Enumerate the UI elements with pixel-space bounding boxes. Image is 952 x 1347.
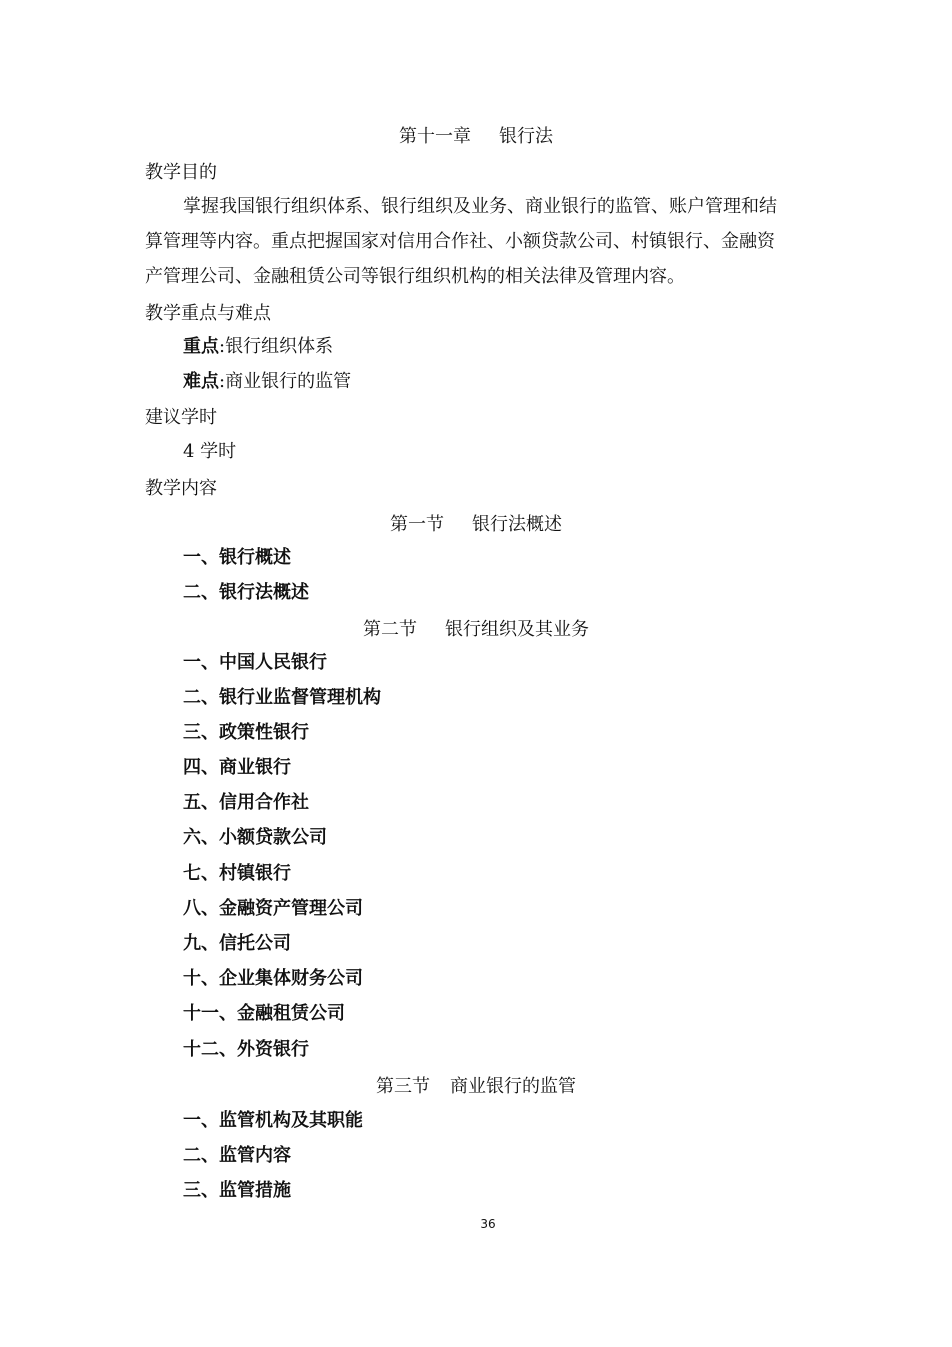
chapter-title bbox=[0, 125, 952, 149]
section-1-title bbox=[0, 513, 952, 537]
content-heading: 教学内容 bbox=[145, 478, 217, 499]
difficulty-text: :商业银行的监管 bbox=[219, 371, 352, 392]
section-2-item: 一、中国人民银行 bbox=[183, 652, 327, 673]
focus-text: :银行组织体系 bbox=[219, 336, 334, 357]
section-2-item: 二、银行业监督管理机构 bbox=[183, 687, 381, 708]
section-1-item: 二、银行法概述 bbox=[183, 582, 309, 603]
section-2-item: 四、商业银行 bbox=[183, 757, 291, 778]
difficulty-line bbox=[183, 370, 351, 394]
section-2-item: 九、信托公司 bbox=[183, 933, 291, 954]
section-3-item: 二、监管内容 bbox=[183, 1145, 291, 1166]
chapter-name: 银行法 bbox=[499, 126, 553, 147]
section-2-item: 六、小额贷款公司 bbox=[183, 827, 327, 848]
chapter-number: 第十一章 bbox=[399, 126, 471, 147]
objectives-paragraph-line-1: 掌握我国银行组织体系、银行组织及业务、商业银行的监管、账户管理和结 bbox=[183, 196, 777, 217]
section-3-item: 三、监管措施 bbox=[183, 1180, 291, 1201]
section-1-item: 一、银行概述 bbox=[183, 547, 291, 568]
section-1-number: 第一节 bbox=[390, 514, 444, 535]
objectives-heading: 教学目的 bbox=[145, 162, 217, 183]
section-2-title bbox=[0, 618, 952, 642]
objectives-paragraph-line-3: 产管理公司、金融租赁公司等银行组织机构的相关法律及管理内容。 bbox=[145, 266, 685, 287]
hours-value: 4 学时 bbox=[183, 441, 237, 462]
hours-heading: 建议学时 bbox=[145, 407, 217, 428]
section-2-item: 十、企业集体财务公司 bbox=[183, 968, 363, 989]
section-2-number: 第二节 bbox=[363, 619, 417, 640]
section-2-item: 八、金融资产管理公司 bbox=[183, 898, 363, 919]
objectives-paragraph-line-2: 算管理等内容。重点把握国家对信用合作社、小额贷款公司、村镇银行、金融资 bbox=[145, 231, 775, 252]
section-3-number: 第三节 bbox=[376, 1076, 430, 1097]
section-2-name: 银行组织及其业务 bbox=[445, 619, 589, 640]
focus-label: 重点 bbox=[183, 336, 219, 357]
section-3-title bbox=[0, 1075, 952, 1099]
section-2-item: 十一、金融租赁公司 bbox=[183, 1003, 345, 1024]
page-number: 36 bbox=[480, 1217, 496, 1231]
key-points-heading: 教学重点与难点 bbox=[145, 303, 271, 324]
section-3-item: 一、监管机构及其职能 bbox=[183, 1110, 363, 1131]
section-1-name: 银行法概述 bbox=[472, 514, 562, 535]
section-2-item: 三、政策性银行 bbox=[183, 722, 309, 743]
section-2-item: 五、信用合作社 bbox=[183, 792, 309, 813]
difficulty-label: 难点 bbox=[183, 371, 219, 392]
section-2-item: 十二、外资银行 bbox=[183, 1039, 309, 1060]
section-3-name: 商业银行的监管 bbox=[450, 1076, 576, 1097]
focus-line bbox=[183, 335, 333, 359]
section-2-item: 七、村镇银行 bbox=[183, 863, 291, 884]
